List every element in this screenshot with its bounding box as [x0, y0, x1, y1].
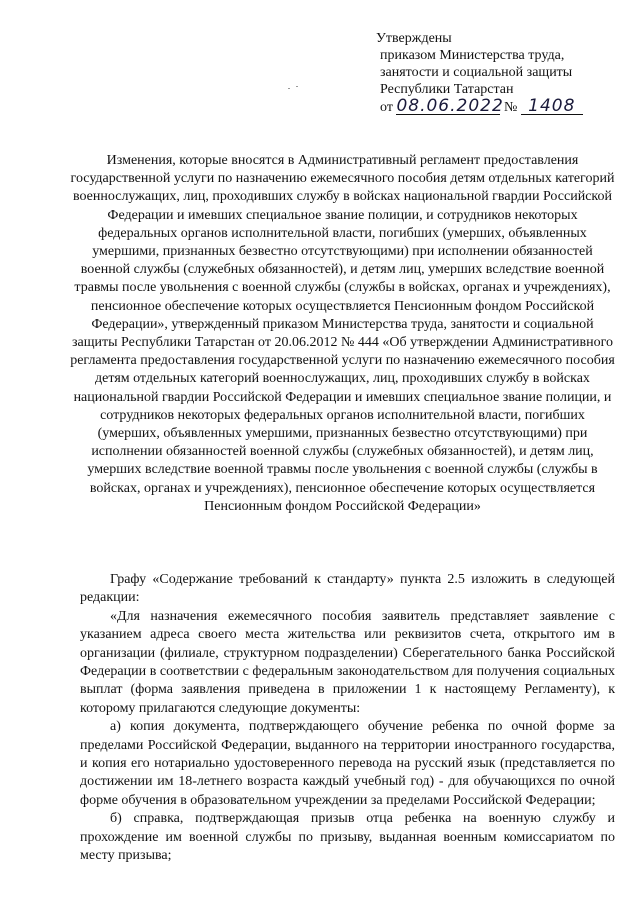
handwritten-order-number: 1408 — [521, 98, 583, 115]
scan-artifact — [288, 88, 290, 89]
paragraph-item-b: б) справка, подтверждающая призыв отца ребенка на военную службу и прохождение им военной службы по призыву, выданная военным комиссариатом по месту призыва; — [80, 811, 615, 864]
document-body — [80, 571, 615, 866]
approval-date-number-row — [380, 98, 626, 116]
approval-line-order: приказом Министерства труда, — [380, 48, 565, 63]
approval-line-approved: Утверждены — [376, 31, 452, 46]
scan-artifact — [296, 86, 298, 87]
paragraph-item-a: а) копия документа, подтверждающего обучение ребенка по очной форме за пределами Российской Федерации, выданного на территории иностранного государства, и копия его нотариально удостоверенного перевода на русский язык (представляется по достижении им 18-летнего возраста каждый учебный год) - для обучающихся по очной форме обучения в образовательном учреждении за пределами Российской Федерации; — [80, 719, 615, 808]
paragraph-intro: Графу «Содержание требований к стандарту» пункта 2.5 изложить в следующей редакции: — [80, 572, 615, 606]
handwritten-date: 08.06.2022 — [396, 96, 504, 116]
paragraph-application: «Для назначения ежемесячного пособия заявитель представляет заявление с указанием адреса своего места жительства или реквизитов счета, открытого им в организации (филиале, структурном подразделении) Сберегательного банка Российской Федерации в соответствии с федеральным законодательством для получения социальных выплат (форма заявления приведена в приложении 1 к настоящему Регламенту), к которому прилагаются следующие документы: — [80, 608, 615, 716]
approval-from-label: от — [380, 100, 393, 115]
approval-stamp — [376, 30, 626, 116]
document-title: Изменения, которые вносятся в Административный регламент предоставления государственной услуги по назначению ежемесячного пособия детям отдельных категорий военнослужащих, лиц, проходивших службу в войсках национальной гвардии Российской Федерации и имевших специальное звание полиции, и сотрудников некоторых федеральных органов исполнительной власти, погибших (умерших, объявленных умершими, признанных безвестно отсутствующими) при исполнении обязанностей военной службы (служебных обязанностей), и детям лиц, умерших вследствие военной травмы после увольнения с военной службы (службы в войсках, органах и учреждениях), пенсионное обеспечение которых осуществляется Пенсионным фондом Российской Федерации», утвержденный приказом Министерства труда, занятости и социальной защиты Республики Татарстан от 20.06.2012 № 444 «Об утверждении Административного регламента предоставления государственной услуги по назначению ежемесячного пособия детям отдельных категорий военнослужащих, лиц, проходивших службу в войсках национальной гвардии Российской Федерации и имевших специальное звание полиции, и сотрудников некоторых федеральных органов исполнительной власти, погибших (умерших, объявленных умершими, признанных безвестно отсутствующими) при исполнении обязанностей военной службы (служебных обязанностей), и детям лиц, умерших вследствие военной травмы после увольнения с военной службы (службы в войсках, органах и учреждениях), пенсионное обеспечение которых осуществляется Пенсионным фондом Российской Федерации» — [70, 153, 615, 514]
approval-line-ministry: занятости и социальной защиты — [380, 65, 573, 80]
number-sign: № — [503, 100, 518, 115]
approval-line-republic: Республики Татарстан — [380, 82, 514, 97]
